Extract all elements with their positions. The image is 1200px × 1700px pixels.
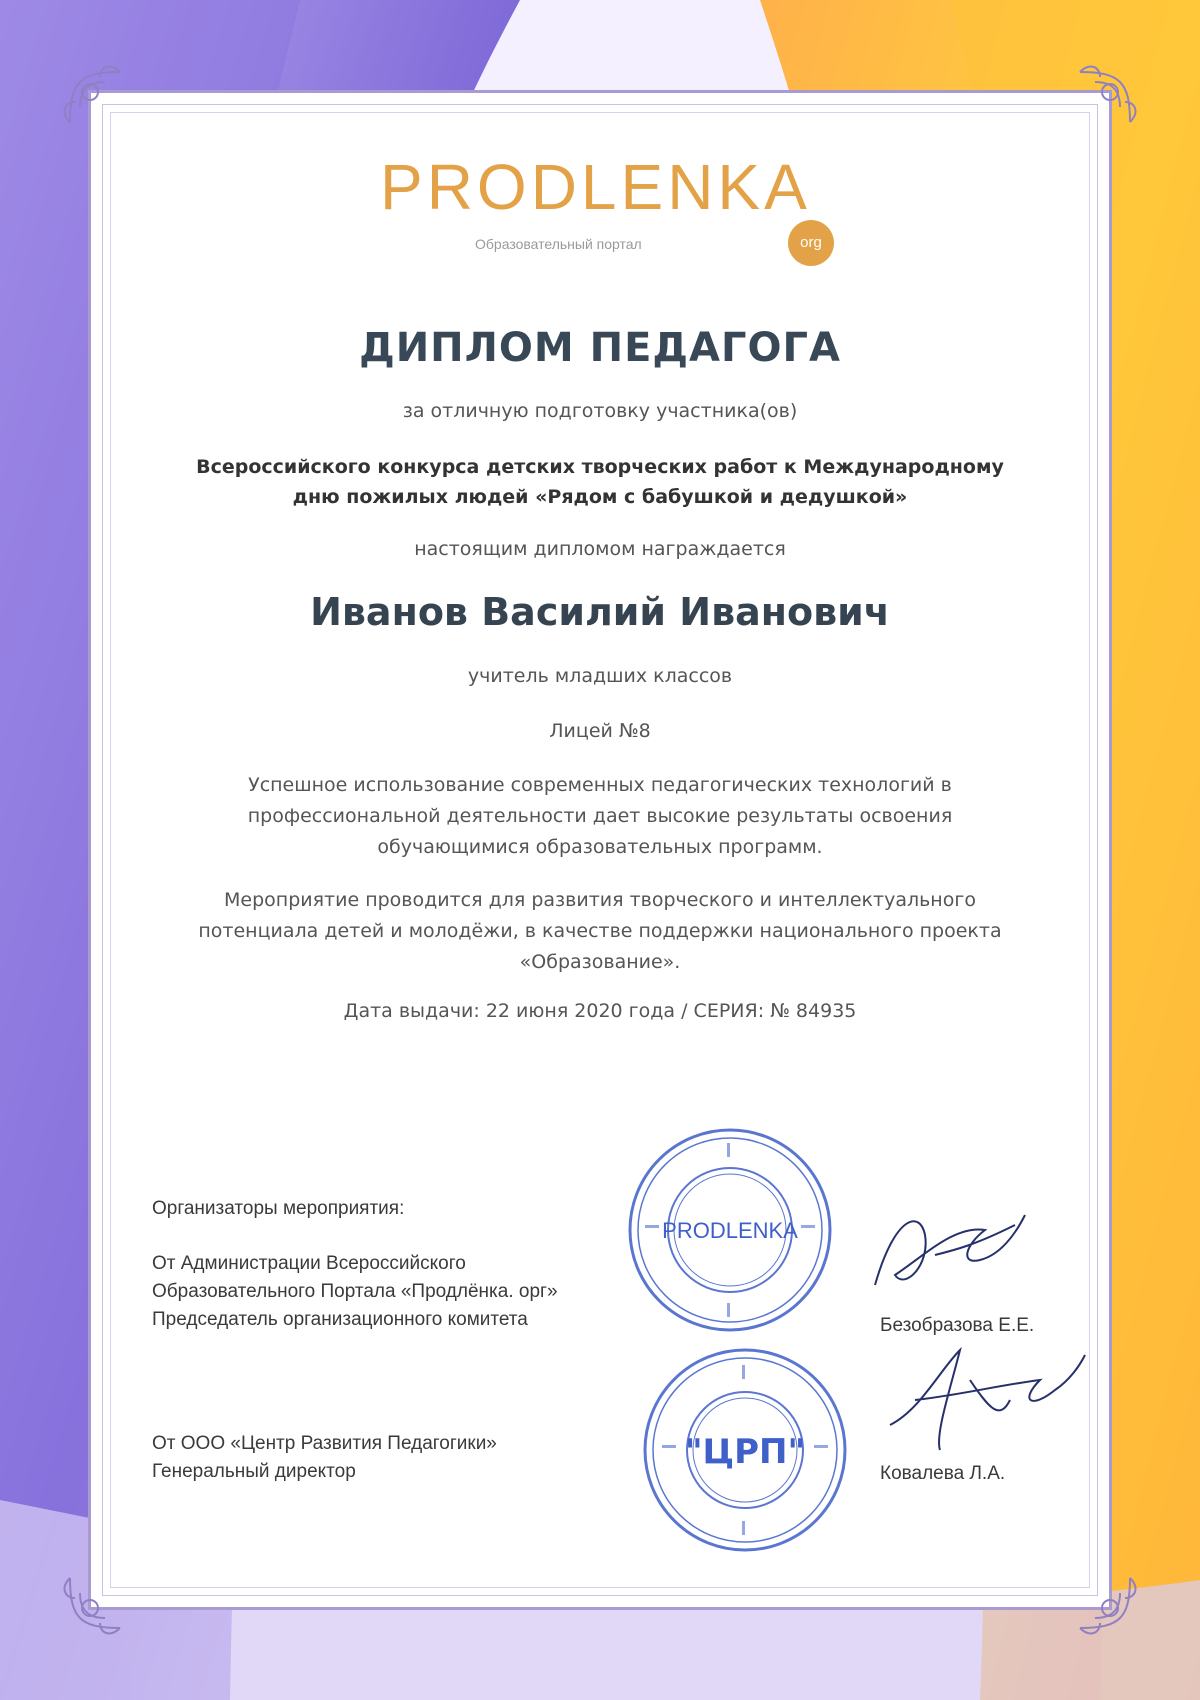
contest-name	[155, 452, 1045, 512]
corner-ornament-icon	[1070, 62, 1140, 132]
for-line: за отличную подготовку участника(ов)	[402, 400, 798, 422]
organizers-heading: Организаторы мероприятия:	[152, 1198, 405, 1219]
signatory-2-name: Ковалева Л.А.	[880, 1463, 1006, 1484]
crp-stamp	[640, 1345, 850, 1555]
signature-kovaleva	[880, 1340, 1090, 1460]
organizer-1-line-1: От Администрации Всероссийского	[152, 1253, 466, 1274]
description-paragraph-2: Мероприятие проводится для развития творческого и интеллектуального потенциала детей и молодёжи, в качестве поддержки национального проекта «Образование».	[198, 889, 1002, 973]
recipient-position: учитель младших классов	[467, 665, 733, 687]
stamp-crp-text: "ЦРП"	[684, 1432, 806, 1472]
contest-line-1: Всероссийского конкурса детских творческих работ к Международному	[196, 456, 1004, 478]
signature-bezobrazova	[865, 1195, 1035, 1305]
organizer-1-line-2: Образовательного Портала «Продлёнка. орг»	[152, 1281, 558, 1302]
organizer-2-line-2: Генеральный директор	[152, 1461, 356, 1482]
logo-brand: PRODLENKA	[380, 151, 811, 223]
recipient-name: Иванов Василий Иванович	[310, 590, 890, 634]
signatory-1-name: Безобразова Е.Е.	[880, 1315, 1035, 1336]
organizer-1-line-3: Председатель организационного комитета	[152, 1309, 528, 1330]
contest-line-2: дню пожилых людей «Рядом с бабушкой и дедушкой»	[292, 486, 908, 508]
organizer-2	[152, 1430, 497, 1486]
description-paragraph-1: Успешное использование современных педагогических технологий в профессиональной деятельности дает высокие результаты освоения обучающимися образовательных программ.	[247, 774, 953, 858]
recipient-school: Лицей №8	[549, 720, 651, 742]
prodlenka-logo	[380, 150, 840, 270]
corner-ornament-icon	[60, 1568, 130, 1638]
organizer-2-line-1: От ООО «Центр Развития Педагогики»	[152, 1433, 497, 1454]
corner-ornament-icon	[60, 62, 130, 132]
logo-tagline: Образовательный портал	[475, 236, 642, 252]
award-line: настоящим дипломом награждается	[414, 538, 786, 560]
diploma-title: ДИПЛОМ ПЕДАГОГА	[359, 325, 841, 371]
issue-date-series: Дата выдачи: 22 июня 2020 года / СЕРИЯ: № 84935	[343, 1000, 857, 1022]
corner-ornament-icon	[1070, 1568, 1140, 1638]
prodlenka-stamp	[625, 1125, 835, 1335]
logo-tld-badge: org	[788, 220, 834, 266]
organizer-1	[152, 1250, 558, 1334]
stamp-logo-text: PRODLENKA	[662, 1218, 798, 1243]
